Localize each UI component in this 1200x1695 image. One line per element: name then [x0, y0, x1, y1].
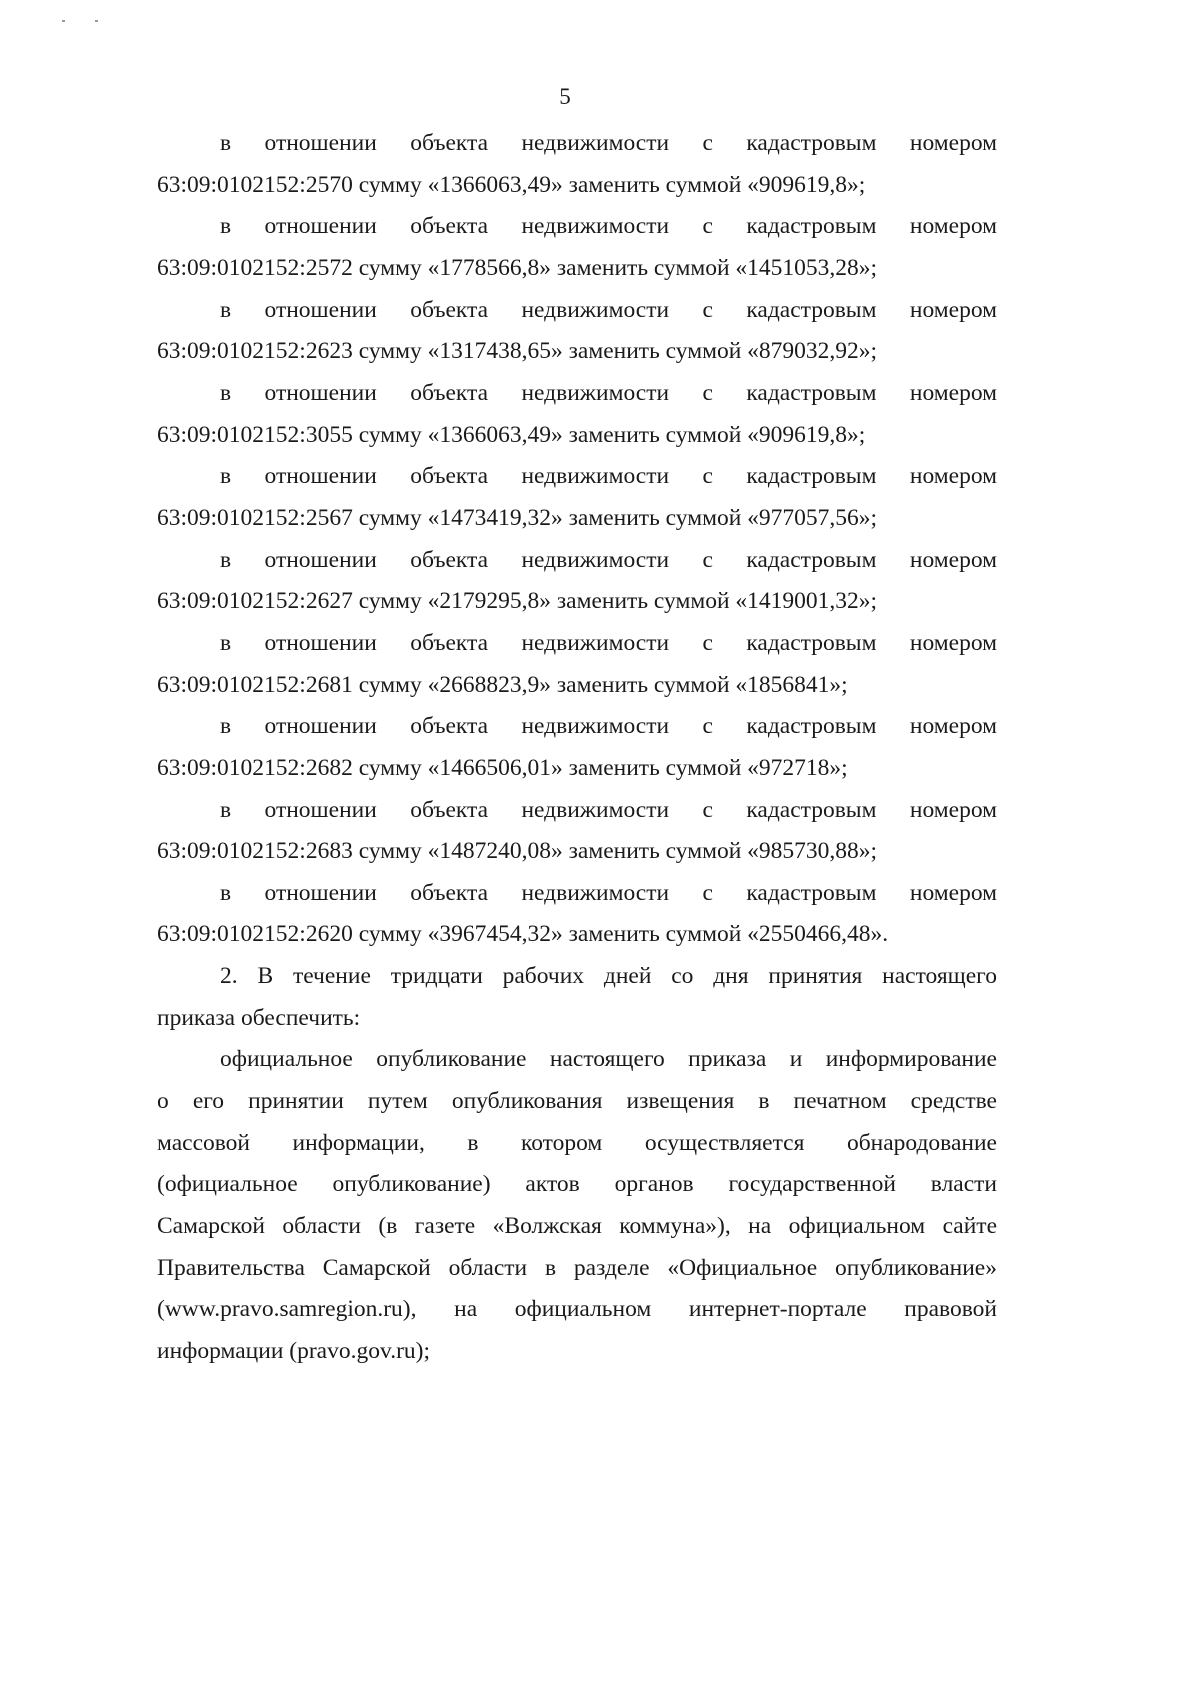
- entry-intro: в отношении объекта недвижимости с кадастровым номером: [220, 379, 997, 406]
- entry-intro: в отношении объекта недвижимости с кадастровым номером: [220, 130, 997, 156]
- scan-artifact: [62, 20, 65, 22]
- scan-artifact: [95, 20, 98, 22]
- paragraph-line: Самарской области (в газете «Волжская коммуна»), на официальном сайте: [157, 1213, 997, 1240]
- paragraph-line: Правительства Самарской области в разделе «Официальное опубликование»: [157, 1254, 997, 1281]
- cadastral-entry: [157, 123, 997, 206]
- cadastral-entry: [157, 623, 997, 706]
- entry-detail: 63:09:0102152:2683 сумму «1487240,08» заменить суммой «985730,88»;: [157, 838, 878, 865]
- paragraph-line: 2. В течение тридцати рабочих дней со дня принятия настоящего: [220, 963, 997, 990]
- cadastral-entry: [157, 206, 997, 289]
- entry-intro: в отношении объекта недвижимости с кадастровым номером: [220, 796, 997, 823]
- cadastral-entry: [157, 790, 997, 873]
- cadastral-entry: [157, 873, 997, 956]
- paragraph-line: (официальное опубликование) актов органов государственной власти: [157, 1171, 997, 1198]
- entry-intro: в отношении объекта недвижимости с кадастровым номером: [220, 879, 997, 906]
- entry-intro: в отношении объекта недвижимости с кадастровым номером: [220, 629, 997, 656]
- paragraph-line: (www.pravo.samregion.ru), на официальном интернет-портале правовой: [157, 1296, 997, 1323]
- cadastral-entry: [157, 456, 997, 539]
- entry-detail: 63:09:0102152:2572 сумму «1778566,8» заменить суммой «1451053,28»;: [157, 254, 878, 281]
- paragraph-line: массовой информации, в котором осуществляется обнародование: [157, 1129, 997, 1156]
- paragraph-line: официальное опубликование настоящего приказа и информирование: [220, 1046, 997, 1073]
- entry-intro: в отношении объекта недвижимости с кадастровым номером: [220, 463, 997, 490]
- entry-intro: в отношении объекта недвижимости с кадастровым номером: [220, 713, 997, 740]
- cadastral-entry: [157, 373, 997, 456]
- entry-intro: в отношении объекта недвижимости с кадастровым номером: [220, 213, 997, 240]
- paragraph-line: информации (pravo.gov.ru);: [157, 1338, 431, 1365]
- entry-detail: 63:09:0102152:3055 сумму «1366063,49» заменить суммой «909619,8»;: [157, 421, 866, 448]
- cadastral-entry: [157, 290, 997, 373]
- entry-intro: в отношении объекта недвижимости с кадастровым номером: [220, 546, 997, 573]
- cadastral-entry: [157, 540, 997, 623]
- cadastral-entry: [157, 706, 997, 789]
- paragraph-line: о его принятии путем опубликования извещения в печатном средстве: [157, 1088, 997, 1115]
- entry-detail: 63:09:0102152:2623 сумму «1317438,65» заменить суммой «879032,92»;: [157, 338, 878, 365]
- entry-detail: 63:09:0102152:2620 сумму «3967454,32» заменить суммой «2550466,48».: [157, 921, 889, 948]
- publication-paragraph: [157, 1039, 997, 1372]
- page-number: 5: [559, 84, 571, 109]
- entry-detail: 63:09:0102152:2567 сумму «1473419,32» заменить суммой «977057,56»;: [157, 504, 878, 531]
- entry-detail: 63:09:0102152:2682 сумму «1466506,01» заменить суммой «972718»;: [157, 754, 848, 781]
- item-2-paragraph: [157, 956, 997, 1039]
- entry-intro: в отношении объекта недвижимости с кадастровым номером: [220, 296, 997, 323]
- paragraph-line: приказа обеспечить:: [157, 1004, 361, 1031]
- entry-detail: 63:09:0102152:2627 сумму «2179295,8» заменить суммой «1419001,32»;: [157, 588, 878, 615]
- entry-detail: 63:09:0102152:2570 сумму «1366063,49» заменить суммой «909619,8»;: [157, 171, 866, 198]
- entries-list: [157, 123, 997, 956]
- entry-detail: 63:09:0102152:2681 сумму «2668823,9» заменить суммой «1856841»;: [157, 671, 848, 698]
- document-body: [157, 123, 997, 1373]
